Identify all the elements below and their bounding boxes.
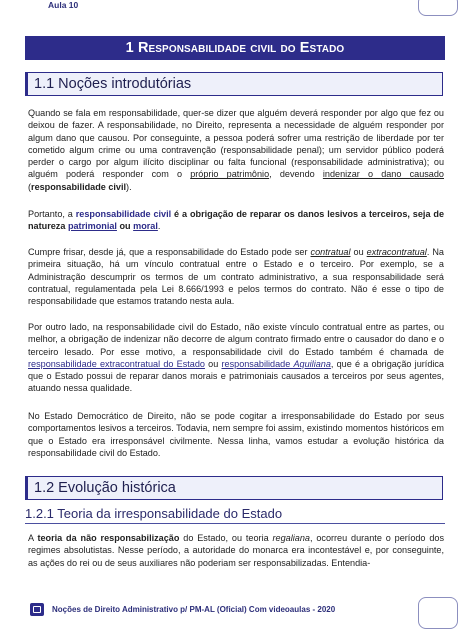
text-run: responsabilidade extracontratual do Estado [28, 358, 205, 369]
text-run: Quando se fala em responsabilidade, quer-se dizer que alguém deverá responder por algo que fez ou deixou de fazer. A responsabilidade, no Direito, representa a necessidade de alguém responder por algum dano que causou. Por conseguinte, a pessoa poderá sofrer uma restrição de liberdade por ter cometido algum crime ou uma contravenção (responsabilidade penal); um servidor público poderá perder o cargo por algum ilícito disciplinar ou falta funcional (responsabilidade administrativa); ou alguém poderá responder com o [28, 108, 444, 180]
text-run: ). [126, 181, 132, 192]
publisher-logo-icon [30, 603, 44, 616]
text-run: Por outro lado, na responsabilidade civil do Estado, não existe vínculo contratual entre as partes, ou melhor, a obrigação de indenizar não decorre de algum contrato firmado entre o causador do dano e o terceiro lesado. Por esse motivo, a responsabilidade civil do Estado também é chamada de [28, 322, 444, 357]
text-run: ou [350, 247, 367, 257]
text-run: é a obrigação de reparar os danos lesivos a terceiros, seja de natureza [28, 209, 445, 232]
text-run: . Na primeira situação, há um vínculo contratual entre o Estado e o terceiro. Por exemplo, se a Administração descumprir os termos de um contrato administrativo, a sua responsabilidade será contratual, regulamentada pela Lei 8.666/1993 e pelos termos do contrato. Não é esse o tipo de responsabilidade que estamos tratando nesta aula. [28, 247, 444, 307]
chapter-title: 1 Responsabilidade civil do Estado [25, 36, 445, 60]
text-run: próprio patrimônio [190, 169, 270, 180]
text-run: , devendo [269, 169, 323, 180]
paragraph-3 [28, 246, 444, 307]
section-heading-1-2: 1.2 Evolução histórica [25, 476, 443, 500]
text-run: Aquiliana [293, 358, 331, 369]
text-run: . [157, 221, 161, 232]
text-run: Portanto, a [28, 209, 76, 219]
text-run: contratual [310, 247, 351, 257]
page-tab-bottom [418, 597, 458, 629]
text-run: ( [28, 181, 32, 192]
text-run: ou [204, 358, 222, 369]
paragraph-4 [28, 321, 444, 395]
text-run: do Estado, ou teoria [179, 533, 273, 543]
text-run: responsabilidade [221, 358, 294, 369]
subsection-heading-1-2-1: 1.2.1 Teoria da irresponsabilidade do Estado [25, 506, 283, 521]
paragraph-6 [28, 532, 444, 569]
text-run: regaliana [272, 533, 310, 543]
text-run: , ocorreu durante o período dos regimes absolutistas. Nesse período, a autoridade do monarca era incontestável e, por conseguinte, as ações do rei ou de seus auxiliares não poderiam ser responsabilizadas. Entendia- [28, 533, 445, 568]
lesson-label: Aula 10 [48, 0, 79, 10]
paragraph-2 [28, 208, 444, 233]
text-run: teoria da não responsabilização [37, 533, 180, 543]
text-run: Cumpre frisar, desde já, que a responsabilidade do Estado pode ser [28, 247, 311, 257]
page-tab-top [418, 0, 458, 16]
paragraph-5 [28, 410, 444, 459]
text-run: patrimonial [67, 221, 117, 232]
section-heading-1-1: 1.1 Noções introdutórias [25, 72, 443, 96]
text-run: moral [133, 221, 158, 232]
subsection-underline [25, 523, 445, 524]
text-run: No Estado Democrático de Direito, não se pode cogitar a irresponsabilidade do Estado por seus comportamentos lesivos a terceiros. Todavia, nem sempre foi assim, existindo momentos históricos em que o Estado era irresponsável civilmente. Nessa linha, vamos estudar a evolução histórica da responsabilidade civil do Estado. [28, 411, 444, 458]
text-run: extracontratual [366, 247, 427, 257]
paragraph-1 [28, 107, 444, 193]
footer-course-title: Noções de Direito Administrativo p/ PM-AL (Oficial) Com videoaulas - 2020 [52, 605, 336, 614]
text-run: A [28, 533, 38, 543]
text-run: responsabilidade civil [31, 181, 127, 192]
text-run: ou [116, 221, 134, 232]
text-run: , que é a obrigação jurídica que o Estado possui de reparar danos morais e patrimoniais causados a terceiros por seus agentes, atuando nessa qualidade. [28, 358, 444, 394]
text-run: indenizar o dano causado [322, 169, 444, 180]
text-run: responsabilidade civil [75, 209, 172, 219]
